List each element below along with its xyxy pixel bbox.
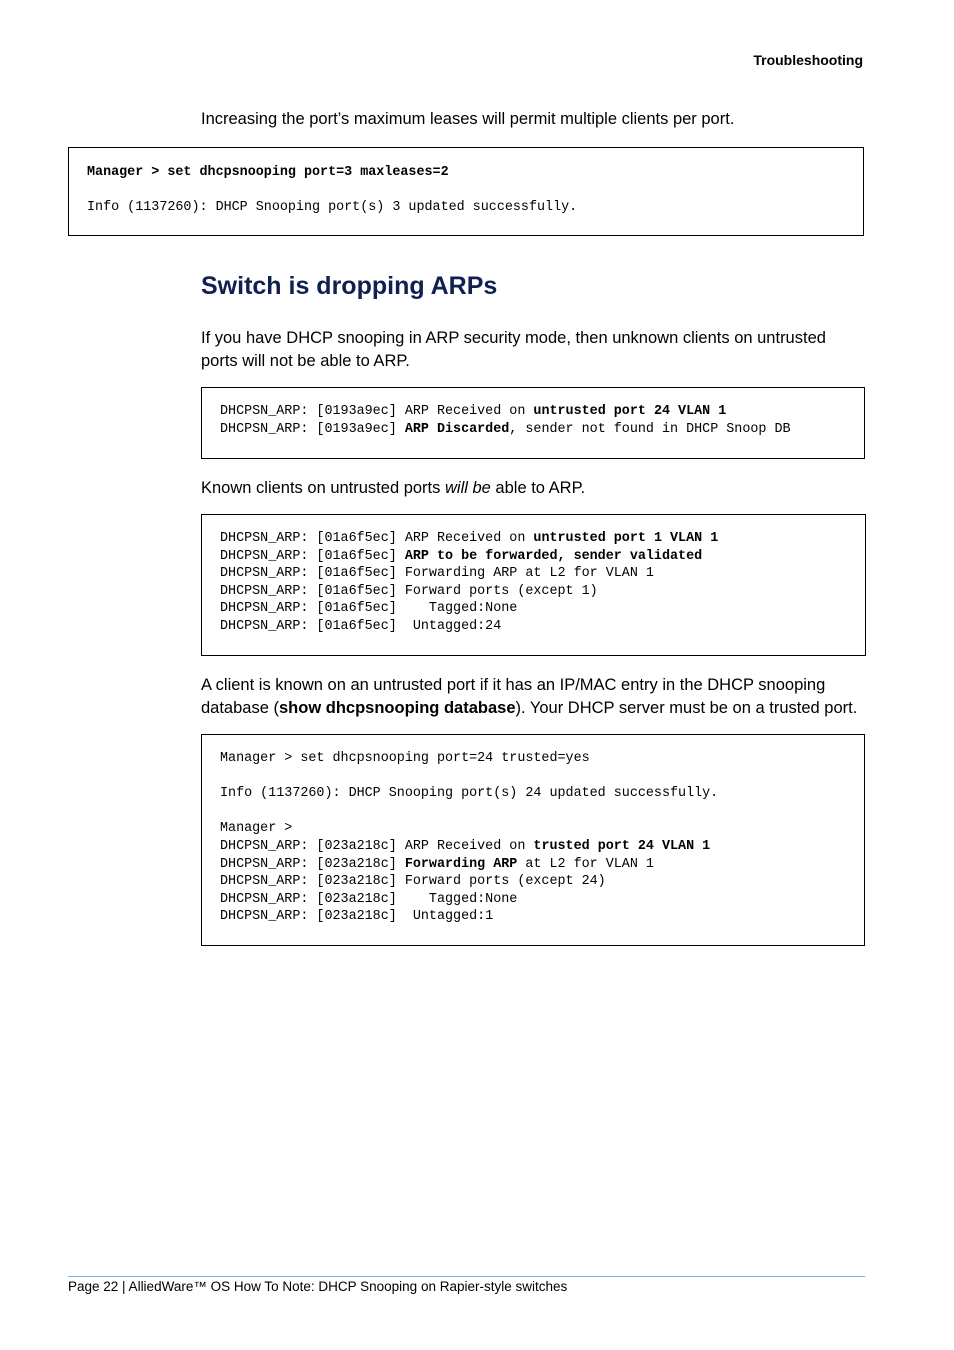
intro-paragraph: Increasing the port’s maximum leases will permit multiple clients per port. [201, 110, 735, 128]
code-line: Info (1137260): DHCP Snooping port(s) 24 updated successfully. [220, 786, 719, 802]
text-run: able to ARP. [490, 479, 586, 497]
code-line: DHCPSN_ARP: [01a6f5ec] Tagged:None [220, 601, 518, 617]
page-footer: Page 22 | AlliedWare™ OS How To Note: DHCP Snooping on Rapier-style switches [68, 1279, 568, 1294]
code-line: DHCPSN_ARP: [023a218c] Forward ports (except 24) [220, 874, 606, 890]
code-line-bold: untrusted port 24 VLAN 1 [533, 404, 727, 419]
code-block-trusted-port [201, 734, 865, 946]
code-line: DHCPSN_ARP: [023a218c] Untagged:1 [220, 909, 494, 925]
code-line: DHCPSN_ARP: [01a6f5ec] ARP Received on [220, 531, 534, 546]
paragraph-unknown-clients: If you have DHCP snooping in ARP security mode, then unknown clients on untrusted ports will not be able to ARP. [201, 329, 826, 370]
section-heading: Switch is dropping ARPs [201, 272, 498, 300]
text-italic: will be [444, 479, 491, 497]
code-output: Info (1137260): DHCP Snooping port(s) 3 updated successfully. [87, 200, 578, 216]
code-line: DHCPSN_ARP: [01a6f5ec] [220, 548, 405, 564]
code-block-arp-discarded [201, 387, 865, 459]
code-line: Manager > set dhcpsnooping port=24 trusted=yes [220, 751, 590, 766]
code-line: at L2 for VLAN 1 [517, 856, 654, 872]
code-line: DHCPSN_ARP: [0193a9ec] [220, 421, 405, 437]
running-header: Troubleshooting [753, 52, 863, 68]
code-line-bold: untrusted port 1 VLAN 1 [533, 531, 719, 546]
code-line: , sender not found in DHCP Snoop DB [509, 421, 791, 437]
code-line: DHCPSN_ARP: [01a6f5ec] Forwarding ARP at L2 for VLAN 1 [220, 566, 654, 582]
paragraph-trusted-port [201, 674, 866, 720]
code-block-arp-forwarded [201, 514, 866, 656]
code-line-bold: ARP Discarded [404, 421, 510, 437]
code-block-maxleases [68, 147, 864, 236]
code-line-bold: ARP to be forwarded, sender validated [404, 548, 703, 564]
code-line: DHCPSN_ARP: [023a218c] ARP Received on [220, 838, 534, 854]
text-run: Known clients on untrusted ports [201, 479, 445, 497]
footer-divider [68, 1276, 865, 1277]
code-line: DHCPSN_ARP: [023a218c] Tagged:None [220, 891, 518, 907]
code-line: Manager > [220, 821, 293, 837]
code-line-bold: Forwarding ARP [404, 856, 518, 872]
code-line-bold: trusted port 24 VLAN 1 [533, 838, 711, 854]
text-run: ). Your DHCP server must be on a trusted port. [515, 699, 858, 717]
paragraph-known-clients [201, 477, 866, 500]
code-line: DHCPSN_ARP: [023a218c] [220, 856, 405, 872]
code-line: DHCPSN_ARP: [01a6f5ec] Forward ports (except 1) [220, 583, 598, 599]
text-run: A client is known on an untrusted port if it has an IP/MAC entry in the DHCP snooping database ( [201, 676, 826, 717]
text-bold-command: show dhcpsnooping database [278, 699, 516, 717]
code-command: Manager > set dhcpsnooping port=3 maxleases=2 [87, 165, 449, 180]
code-line: DHCPSN_ARP: [0193a9ec] ARP Received on [220, 404, 534, 419]
code-line: DHCPSN_ARP: [01a6f5ec] Untagged:24 [220, 618, 502, 634]
